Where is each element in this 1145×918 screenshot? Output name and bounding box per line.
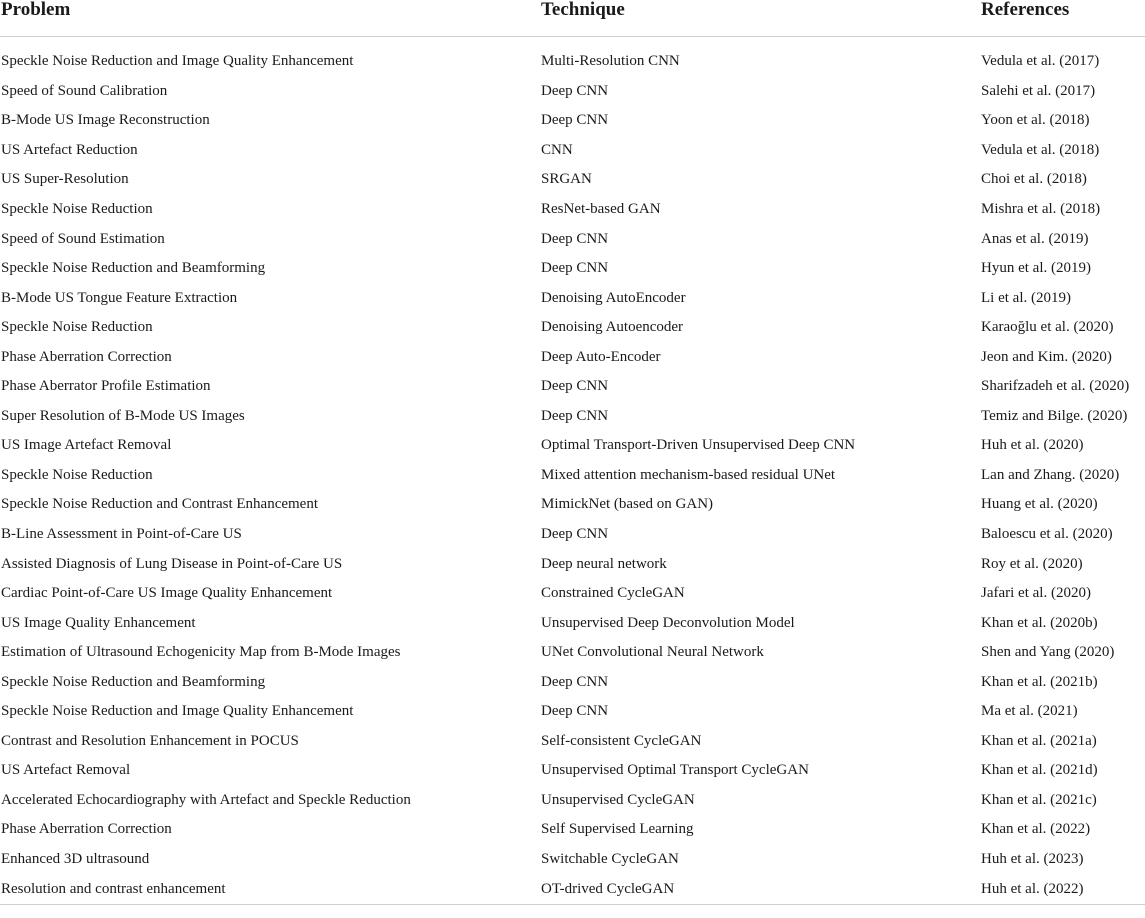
cell-problem-text: Speed of Sound Estimation [1,230,165,247]
cell-problem [0,77,540,107]
cell-problem-text: US Artefact Removal [1,762,131,779]
cell-reference [980,874,1145,904]
cell-reference [980,786,1145,816]
cell-reference-text: Choi et al. (2018) [981,171,1087,188]
cell-reference-text: Huh et al. (2023) [981,851,1084,868]
cell-technique-text: Denoising Autoencoder [541,319,684,336]
table-row [0,224,1145,254]
cell-technique-text: Mixed attention mechanism-based residual UNet [541,466,836,483]
cell-problem [0,195,540,225]
cell-reference [980,106,1145,136]
cell-problem-text: Speckle Noise Reduction and Beamforming [1,260,266,277]
cell-technique-text: CNN [541,141,573,158]
cell-technique [540,727,980,757]
header-row [0,0,1145,37]
cell-reference-text: Lan and Zhang. (2020) [981,466,1120,483]
cell-reference [980,756,1145,786]
cell-reference [980,195,1145,225]
cell-technique [540,638,980,668]
cell-technique-text: Multi-Resolution CNN [541,53,680,70]
table-body [0,37,1145,905]
cell-problem-text: US Super-Resolution [1,171,129,188]
cell-reference-text: Huh et al. (2020) [981,437,1084,454]
cell-reference-text: Li et al. (2019) [981,289,1071,306]
cell-problem [0,372,540,402]
cell-reference [980,342,1145,372]
cell-technique [540,579,980,609]
cell-reference-text: Ma et al. (2021) [981,703,1078,720]
cell-problem-text: Resolution and contrast enhancement [1,880,226,897]
cell-problem-text: Cardiac Point-of-Care US Image Quality Enhancement [1,585,333,602]
cell-problem [0,697,540,727]
table-row [0,549,1145,579]
cell-reference-text: Baloescu et al. (2020) [981,526,1113,543]
cell-technique [540,372,980,402]
cell-reference [980,579,1145,609]
cell-technique-text: Unsupervised Deep Deconvolution Model [541,614,795,631]
cell-reference-text: Huang et al. (2020) [981,496,1098,513]
cell-problem-text: Speckle Noise Reduction [1,201,153,217]
cell-reference [980,313,1145,343]
table-row [0,431,1145,461]
cell-technique-text: Deep CNN [541,526,609,543]
cell-problem-text: Super Resolution of B-Mode US Images [1,407,245,424]
cell-technique-text: Optimal Transport-Driven Unsupervised Deep CNN [541,437,856,454]
cell-reference-text: Karaoğlu et al. (2020) [981,319,1114,336]
table-row [0,579,1145,609]
cell-problem [0,727,540,757]
table-header [0,0,1145,37]
cell-reference-text: Jeon and Kim. (2020) [981,348,1112,365]
cell-technique [540,490,980,520]
cell-problem-text: Phase Aberrator Profile Estimation [1,378,211,395]
cell-technique [540,195,980,225]
cell-technique [540,313,980,343]
table-row [0,77,1145,107]
cell-technique-text: Denoising AutoEncoder [541,289,686,306]
cell-problem [0,786,540,816]
cell-technique-text: SRGAN [541,171,592,188]
cell-problem-text: Assisted Diagnosis of Lung Disease in Point-of-Care US [1,555,343,572]
cell-problem [0,490,540,520]
table-row [0,667,1145,697]
cell-reference [980,667,1145,697]
cell-problem [0,520,540,550]
cell-problem-text: US Artefact Reduction [1,141,138,158]
cell-technique [540,608,980,638]
cell-technique-text: Deep CNN [541,407,609,424]
table-row [0,313,1145,343]
cell-technique-text: Deep neural network [541,555,667,572]
cell-problem-text: B-Mode US Tongue Feature Extraction [1,289,238,306]
cell-technique [540,461,980,491]
table-row [0,106,1145,136]
cell-reference [980,608,1145,638]
table-row [0,136,1145,166]
cell-technique [540,874,980,904]
cell-reference [980,845,1145,875]
cell-technique-text: MimickNet (based on GAN) [541,496,714,513]
cell-technique [540,786,980,816]
cell-technique [540,37,980,77]
cell-technique [540,667,980,697]
cell-reference [980,402,1145,432]
cell-problem-text: B-Mode US Image Reconstruction [1,112,210,129]
table-row [0,638,1145,668]
table-row [0,254,1145,284]
cell-problem [0,283,540,313]
cell-technique [540,697,980,727]
cell-problem [0,461,540,491]
cell-problem-text: B-Line Assessment in Point-of-Care US [1,526,242,543]
table-row [0,372,1145,402]
cell-reference-text: Salehi et al. (2017) [981,82,1096,99]
cell-reference-text: Huh et al. (2022) [981,880,1084,897]
cell-reference [980,77,1145,107]
cell-reference [980,372,1145,402]
cell-problem-text: US Image Quality Enhancement [1,614,196,631]
cell-reference-text: Hyun et al. (2019) [981,260,1091,277]
cell-technique [540,402,980,432]
cell-technique-text: Deep CNN [541,112,609,129]
cell-technique [540,77,980,107]
cell-technique [540,520,980,550]
cell-technique [540,756,980,786]
cell-technique-text: Deep CNN [541,378,609,395]
table-row [0,815,1145,845]
cell-problem [0,608,540,638]
cell-technique-text: Unsupervised CycleGAN [541,791,695,808]
cell-problem-text: Estimation of Ultrasound Echogenicity Map from B-Mode Images [1,644,401,661]
cell-technique-text: Deep CNN [541,260,609,277]
column-header-problem: Problem [0,0,540,37]
table-row [0,727,1145,757]
cell-problem [0,638,540,668]
cell-reference [980,37,1145,77]
cell-reference [980,254,1145,284]
cell-problem [0,756,540,786]
cell-problem [0,874,540,904]
cell-problem [0,579,540,609]
cell-technique-text: Constrained CycleGAN [541,585,685,602]
cell-technique-text: Self-consistent CycleGAN [541,732,702,749]
cell-reference-text: Khan et al. (2021b) [981,673,1098,690]
cell-problem [0,431,540,461]
cell-problem-text: Speckle Noise Reduction [1,319,153,336]
cell-reference [980,283,1145,313]
table-row [0,845,1145,875]
table-row [0,342,1145,372]
table-row [0,402,1145,432]
cell-technique-text: OT-drived CycleGAN [541,880,675,897]
cell-reference [980,638,1145,668]
cell-reference [980,165,1145,195]
cell-problem [0,254,540,284]
cell-problem [0,37,540,77]
cell-technique [540,106,980,136]
cell-reference [980,520,1145,550]
cell-reference-text: Khan et al. (2020b) [981,614,1098,631]
table-row [0,37,1145,77]
cell-problem [0,402,540,432]
cell-problem-text: Enhanced 3D ultrasound [1,851,150,868]
cell-problem-text: Contrast and Resolution Enhancement in POCUS [1,732,299,749]
cell-technique-text: Deep CNN [541,703,609,720]
table-row [0,165,1145,195]
cell-problem [0,549,540,579]
cell-technique-text: Deep CNN [541,230,609,247]
cell-technique-text: UNet Convolutional Neural Network [541,644,764,661]
cell-reference-text: Roy et al. (2020) [981,555,1083,572]
cell-problem [0,165,540,195]
cell-technique [540,283,980,313]
table-row [0,756,1145,786]
cell-reference-text: Vedula et al. (2018) [981,141,1100,158]
cell-problem-text: Speckle Noise Reduction and Image Quality Enhancement [1,53,354,70]
cell-problem-text: Speckle Noise Reduction and Beamforming [1,673,266,690]
cell-problem-text: Speckle Noise Reduction and Contrast Enhancement [1,496,318,513]
cell-problem [0,667,540,697]
cell-reference [980,727,1145,757]
cell-technique-text: Unsupervised Optimal Transport CycleGAN [541,762,809,779]
cell-technique [540,254,980,284]
cell-reference-text: Temiz and Bilge. (2020) [981,407,1128,424]
cell-technique-text: ResNet-based GAN [541,201,661,217]
cell-reference-text: Sharifzadeh et al. (2020) [981,378,1130,395]
cell-reference-text: Mishra et al. (2018) [981,201,1101,217]
cell-reference-text: Anas et al. (2019) [981,230,1089,247]
cell-technique-text: Self Supervised Learning [541,821,694,838]
cell-reference [980,697,1145,727]
cell-problem [0,845,540,875]
cell-reference-text: Khan et al. (2022) [981,821,1091,838]
cell-technique [540,815,980,845]
table-row [0,874,1145,904]
table-row [0,461,1145,491]
cell-reference [980,136,1145,166]
cell-problem [0,342,540,372]
cell-problem-text: Speckle Noise Reduction and Image Quality Enhancement [1,703,354,720]
cell-technique [540,549,980,579]
table-row [0,608,1145,638]
cell-reference [980,490,1145,520]
cell-reference [980,461,1145,491]
cell-technique [540,224,980,254]
cell-technique [540,165,980,195]
table-row [0,490,1145,520]
cell-reference-text: Khan et al. (2021a) [981,732,1097,749]
cell-reference [980,815,1145,845]
table-row [0,195,1145,225]
cell-technique [540,431,980,461]
cell-technique-text: Deep CNN [541,82,609,99]
cell-problem-text: Speckle Noise Reduction [1,466,153,483]
cell-technique [540,845,980,875]
cell-problem [0,224,540,254]
table-row [0,697,1145,727]
cell-technique [540,342,980,372]
cell-problem [0,313,540,343]
cell-reference-text: Shen and Yang (2020) [981,644,1115,661]
table-row [0,520,1145,550]
cell-problem [0,136,540,166]
cell-problem-text: Phase Aberration Correction [1,821,172,838]
cell-reference-text: Yoon et al. (2018) [981,112,1090,129]
cell-technique-text: Deep Auto-Encoder [541,348,661,365]
cell-reference-text: Khan et al. (2021d) [981,762,1098,779]
cell-problem-text: Speed of Sound Calibration [1,82,168,99]
cell-reference-text: Khan et al. (2021c) [981,791,1097,808]
table-row [0,283,1145,313]
column-header-technique: Technique [540,0,980,37]
cell-technique [540,136,980,166]
cell-technique-text: Switchable CycleGAN [541,851,679,868]
table-row [0,786,1145,816]
cell-reference [980,431,1145,461]
cell-reference-text: Jafari et al. (2020) [981,585,1091,602]
cell-problem-text: Phase Aberration Correction [1,348,172,365]
cell-reference-text: Vedula et al. (2017) [981,53,1100,70]
cell-problem-text: US Image Artefact Removal [1,437,172,454]
cell-reference [980,549,1145,579]
cell-problem [0,815,540,845]
cell-problem [0,106,540,136]
column-header-references: References [980,0,1145,37]
cell-problem-text: Accelerated Echocardiography with Artefact and Speckle Reduction [1,791,411,808]
cell-technique-text: Deep CNN [541,673,609,690]
cell-reference [980,224,1145,254]
